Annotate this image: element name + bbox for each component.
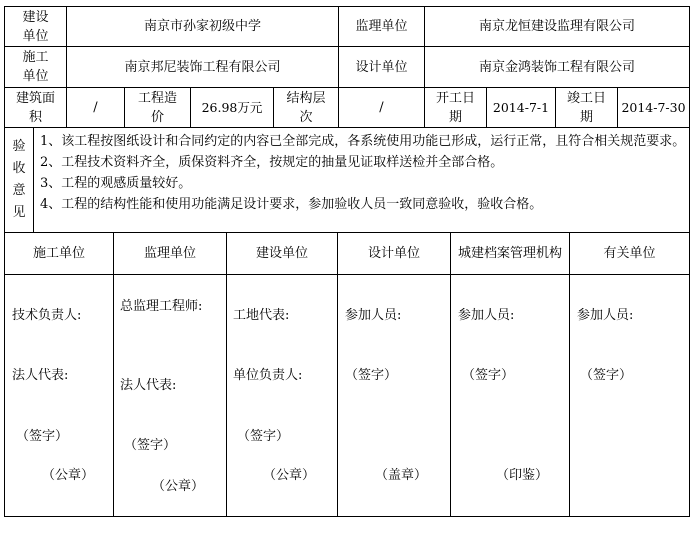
cost-value: 26.98万元 [201, 100, 263, 115]
signoff-related-sign: （签字） [580, 368, 633, 383]
start-date-label: 开工日期 [435, 90, 475, 125]
signoff-builder-sign: （签字） [16, 429, 69, 444]
signoff-title-archive: 城建档案管理机构 [457, 246, 562, 261]
builder-unit-label: 施工单位 [22, 50, 49, 84]
opinion-item: 3、工程的观感质量较好。 [40, 176, 192, 191]
construction-unit-label: 建设单位 [22, 9, 49, 44]
signoff-design-seal: （盖章） [375, 468, 428, 483]
signoff-title-related: 有关单位 [603, 246, 656, 261]
signoff-archive-line1: 参加人员: [458, 308, 515, 323]
signoff-supervision-line2: 法人代表: [120, 378, 177, 393]
opinion-item: 2、工程技术资料齐全，质保资料齐全，按规定的抽量见证取样送检并全部合格。 [40, 155, 504, 170]
signoff-construction-line2: 单位负责人: [233, 368, 303, 383]
signoff-design-sign: （签字） [345, 368, 398, 383]
signoff-construction-line1: 工地代表: [233, 308, 290, 323]
signoff-archive-seal: （印鉴） [496, 468, 549, 483]
finish-date-value: 2014-7-30 [621, 100, 686, 115]
signoff-supervision-seal: （公章） [152, 479, 205, 494]
opinion-label: 验收意见 [12, 139, 26, 220]
signoff-title-supervision: 监理单位 [143, 246, 196, 261]
signoff-supervision-sign: （签字） [124, 438, 177, 453]
signoff-supervision-line1: 总监理工程师: [120, 299, 203, 314]
supervision-unit-value: 南京龙恒建设监理有限公司 [478, 19, 635, 34]
floors-value: / [379, 100, 384, 115]
signoff-title-construction: 建设单位 [255, 246, 308, 261]
supervision-unit-label: 监理单位 [355, 19, 408, 34]
signoff-title-design: 设计单位 [367, 246, 420, 261]
cost-label: 工程造价 [137, 90, 177, 125]
area-value: / [93, 100, 98, 115]
signoff-title-builder: 施工单位 [32, 246, 85, 261]
design-unit-label: 设计单位 [355, 59, 408, 75]
signoff-builder-line1: 技术负责人: [12, 308, 82, 323]
builder-unit-value: 南京邦尼装饰工程有限公司 [124, 59, 281, 75]
opinion-text [40, 131, 688, 231]
signoff-builder-line2: 法人代表: [12, 368, 69, 383]
signoff-builder-seal: （公章） [42, 468, 95, 483]
floors-label: 结构层次 [286, 90, 326, 125]
opinion-item: 1、该工程按图纸设计和合同约定的内容已全部完成，各系统使用功能已形成，运行正常，且符合相关规范要求。 [40, 134, 686, 149]
signoff-related-line1: 参加人员: [577, 308, 634, 323]
finish-date-label: 竣工日期 [566, 90, 606, 125]
construction-unit-value: 南京市孙家初级中学 [143, 19, 261, 34]
signoff-archive-sign: （签字） [462, 368, 515, 383]
signoff-construction-sign: （签字） [237, 429, 290, 444]
area-label: 建筑面积 [15, 90, 55, 125]
signoff-design-line1: 参加人员: [345, 308, 402, 323]
opinion-item: 4、工程的结构性能和使用功能满足设计要求，参加验收人员一致同意验收，验收合格。 [40, 197, 543, 212]
start-date-value: 2014-7-1 [492, 100, 550, 115]
design-unit-value: 南京金鸿装饰工程有限公司 [478, 59, 635, 75]
signoff-construction-seal: （公章） [263, 468, 316, 483]
